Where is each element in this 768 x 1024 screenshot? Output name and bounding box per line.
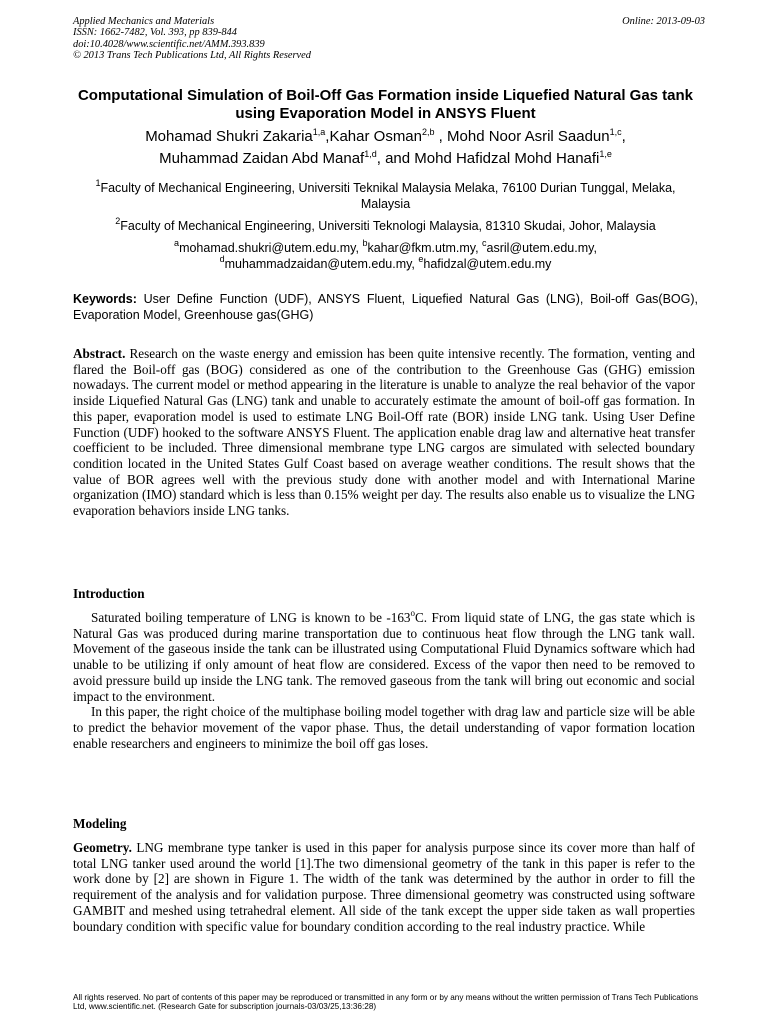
keywords-label: Keywords: [73, 292, 137, 306]
keywords-text: User Define Function (UDF), ANSYS Fluent, Liquefied Natural Gas (LNG), Boil-off Gas(BOG), Evaporation Model, Greenhouse gas(GHG) [73, 292, 698, 322]
author-affil-mark: 1,c [609, 127, 622, 137]
author-name: Mohd Noor Asril Saadun [447, 128, 610, 145]
author-affil-mark: 1,d [364, 149, 377, 159]
modeling-heading: Modeling [73, 816, 127, 831]
affiliation-text: Faculty of Mechanical Engineering, Universiti Teknikal Malaysia Melaka, 76100 Durian Tunggal, Melaka, Malaysia [100, 181, 676, 211]
journal-name: Applied Mechanics and Materials [73, 16, 215, 27]
affiliation-text: Faculty of Mechanical Engineering, Universiti Teknologi Malaysia, 81310 Skudai, Johor, Malaysia [120, 219, 656, 233]
paper-title: Computational Simulation of Boil-Off Gas Formation inside Liquefied Natural Gas tank using Evaporation Model in ANSYS Fluent [77, 87, 694, 122]
affiliation-mark: 1 [95, 178, 101, 188]
author-separator: , [621, 128, 626, 145]
paragraph: In this paper, the right choice of the multiphase boiling model together with drag law and particle size will be able to predict the behavior movement of the vapor phase. Thus, the detail understanding of vapor formation location enable researchers and engineers to minimize the boil off gas loses. [73, 704, 695, 751]
author-name: Mohamad Shukri Zakaria [145, 128, 313, 145]
doi-line: doi:10.4028/www.scientific.net/AMM.393.839 [73, 38, 265, 50]
copyright-line: © 2013 Trans Tech Publications Ltd, All Rights Reserved [73, 50, 311, 62]
author-affil-mark: 2,b [422, 127, 435, 137]
abstract [73, 346, 695, 519]
keywords [73, 292, 698, 323]
journal-header [73, 16, 705, 62]
email-list [73, 240, 698, 272]
author-separator: , [434, 128, 443, 145]
geometry-text: LNG membrane type tanker is used in this paper for analysis purpose since its cover more than half of total LNG tanker used around the world [1].The two dimensional geometry of the tank in this paper is refer to the work done by [2] are shown in Figure 1. The width of the tank was determined by the author in order to fill the requirement of the analysis and for validation purpose. Three dimensional geometry was constructed using software GAMBIT and meshed using tetrahedral element. All side of the tank except the upper side taken as wall properties boundary condition with specific value for boundary condition according to the real industry practice. While [73, 840, 695, 934]
introduction-body [73, 610, 695, 751]
email-mark: a [174, 238, 180, 248]
email-mark: b [362, 238, 368, 248]
email-mark: e [418, 254, 424, 264]
abstract-label: Abstract. [73, 346, 126, 361]
introduction-heading: Introduction [73, 586, 145, 601]
author-name: Kahar Osman [329, 128, 422, 145]
abstract-text: Research on the waste energy and emission has been quite intensive recently. The formation, venting and flared the Boil-off gas (BOG) considered as one of the contribution to the Greenhouse Gas (GHG) emission nowadays. The current model or method appearing in the literature is unable to analyze the real behavior of the vapor inside Liquefied Natural Gas (LNG) tank and unable to accurately estimate the amount of boil-off gas formation. In this paper, evaporation model is used to estimate LNG Boil-Off rate (BOR) inside LNG tank. Using User Define Function (UDF) hooked to the software ANSYS Fluent. The application enable drag law and alternative heat transfer coefficient to be included. Three dimensional membrane type LNG cargos are simulated with selected boundary condition located in the United States Gulf Coast based on average weather conditions. The result shows that the value of BOR agrees well with the previous study done with another model and with International Marine organization (IMO) standard which is less than 0.15% weight per day. The results also enable us to visualize the LNG evaporation behaviors inside LNG tanks. [73, 346, 696, 519]
affiliation-mark: 2 [115, 216, 121, 226]
email-address[interactable]: hafidzal@utem.edu.my [423, 257, 552, 271]
author-list [73, 126, 698, 170]
email-mark: c [482, 238, 487, 248]
author-affil-mark: 1,a [312, 127, 326, 137]
author-separator: , [325, 128, 330, 145]
online-date: Online: 2013-09-03 [622, 16, 705, 27]
author-name: Mohd Hafidzal Mohd Hanafi [414, 150, 600, 167]
email-address[interactable]: mohamad.shukri@utem.edu.my, [179, 241, 359, 255]
email-mark: d [219, 254, 225, 264]
paragraph-text: C. From liquid state of LNG, the gas state which is Natural Gas was produced during marine transportation due to continuous heat flow through the LNG tank wall. Movement of the gaseous inside the tank can be illustrated using Computational Fluid Dynamics software which had unable to be utilizing if only amount of heat flow are considered. Excess of the vapor then need to be removed to avoid pressure build up inside the LNG tank. The removed gaseous from the tank will bring out economic and social impact to the environment. [73, 610, 696, 704]
geometry-label: Geometry. [73, 840, 132, 855]
footer-notice: All rights reserved. No part of contents of this paper may be reproduced or transmitted in any form or by any means without the written permission of Trans Tech Publications Ltd, www.scientific.net. (Research Gate for subscription journals-03/03/25,13:36:28) [73, 993, 699, 1012]
affiliation-2 [73, 218, 698, 234]
paragraph-text: Saturated boiling temperature of LNG is known to be -163 [91, 610, 411, 625]
author-separator: , and [376, 150, 411, 167]
email-address[interactable]: kahar@fkm.utm.my, [367, 241, 479, 255]
issn-line: ISSN: 1662-7482, Vol. 393, pp 839-844 [73, 27, 237, 39]
modeling-body [73, 840, 695, 934]
affiliation-1 [73, 180, 698, 212]
email-address[interactable]: asril@utem.edu.my, [486, 241, 597, 255]
degree-mark: o [410, 608, 416, 618]
paragraph [73, 610, 695, 704]
author-affil-mark: 1,e [599, 149, 612, 159]
author-name: Muhammad Zaidan Abd Manaf [159, 150, 365, 167]
email-address[interactable]: muhammadzaidan@utem.edu.my, [224, 257, 415, 271]
